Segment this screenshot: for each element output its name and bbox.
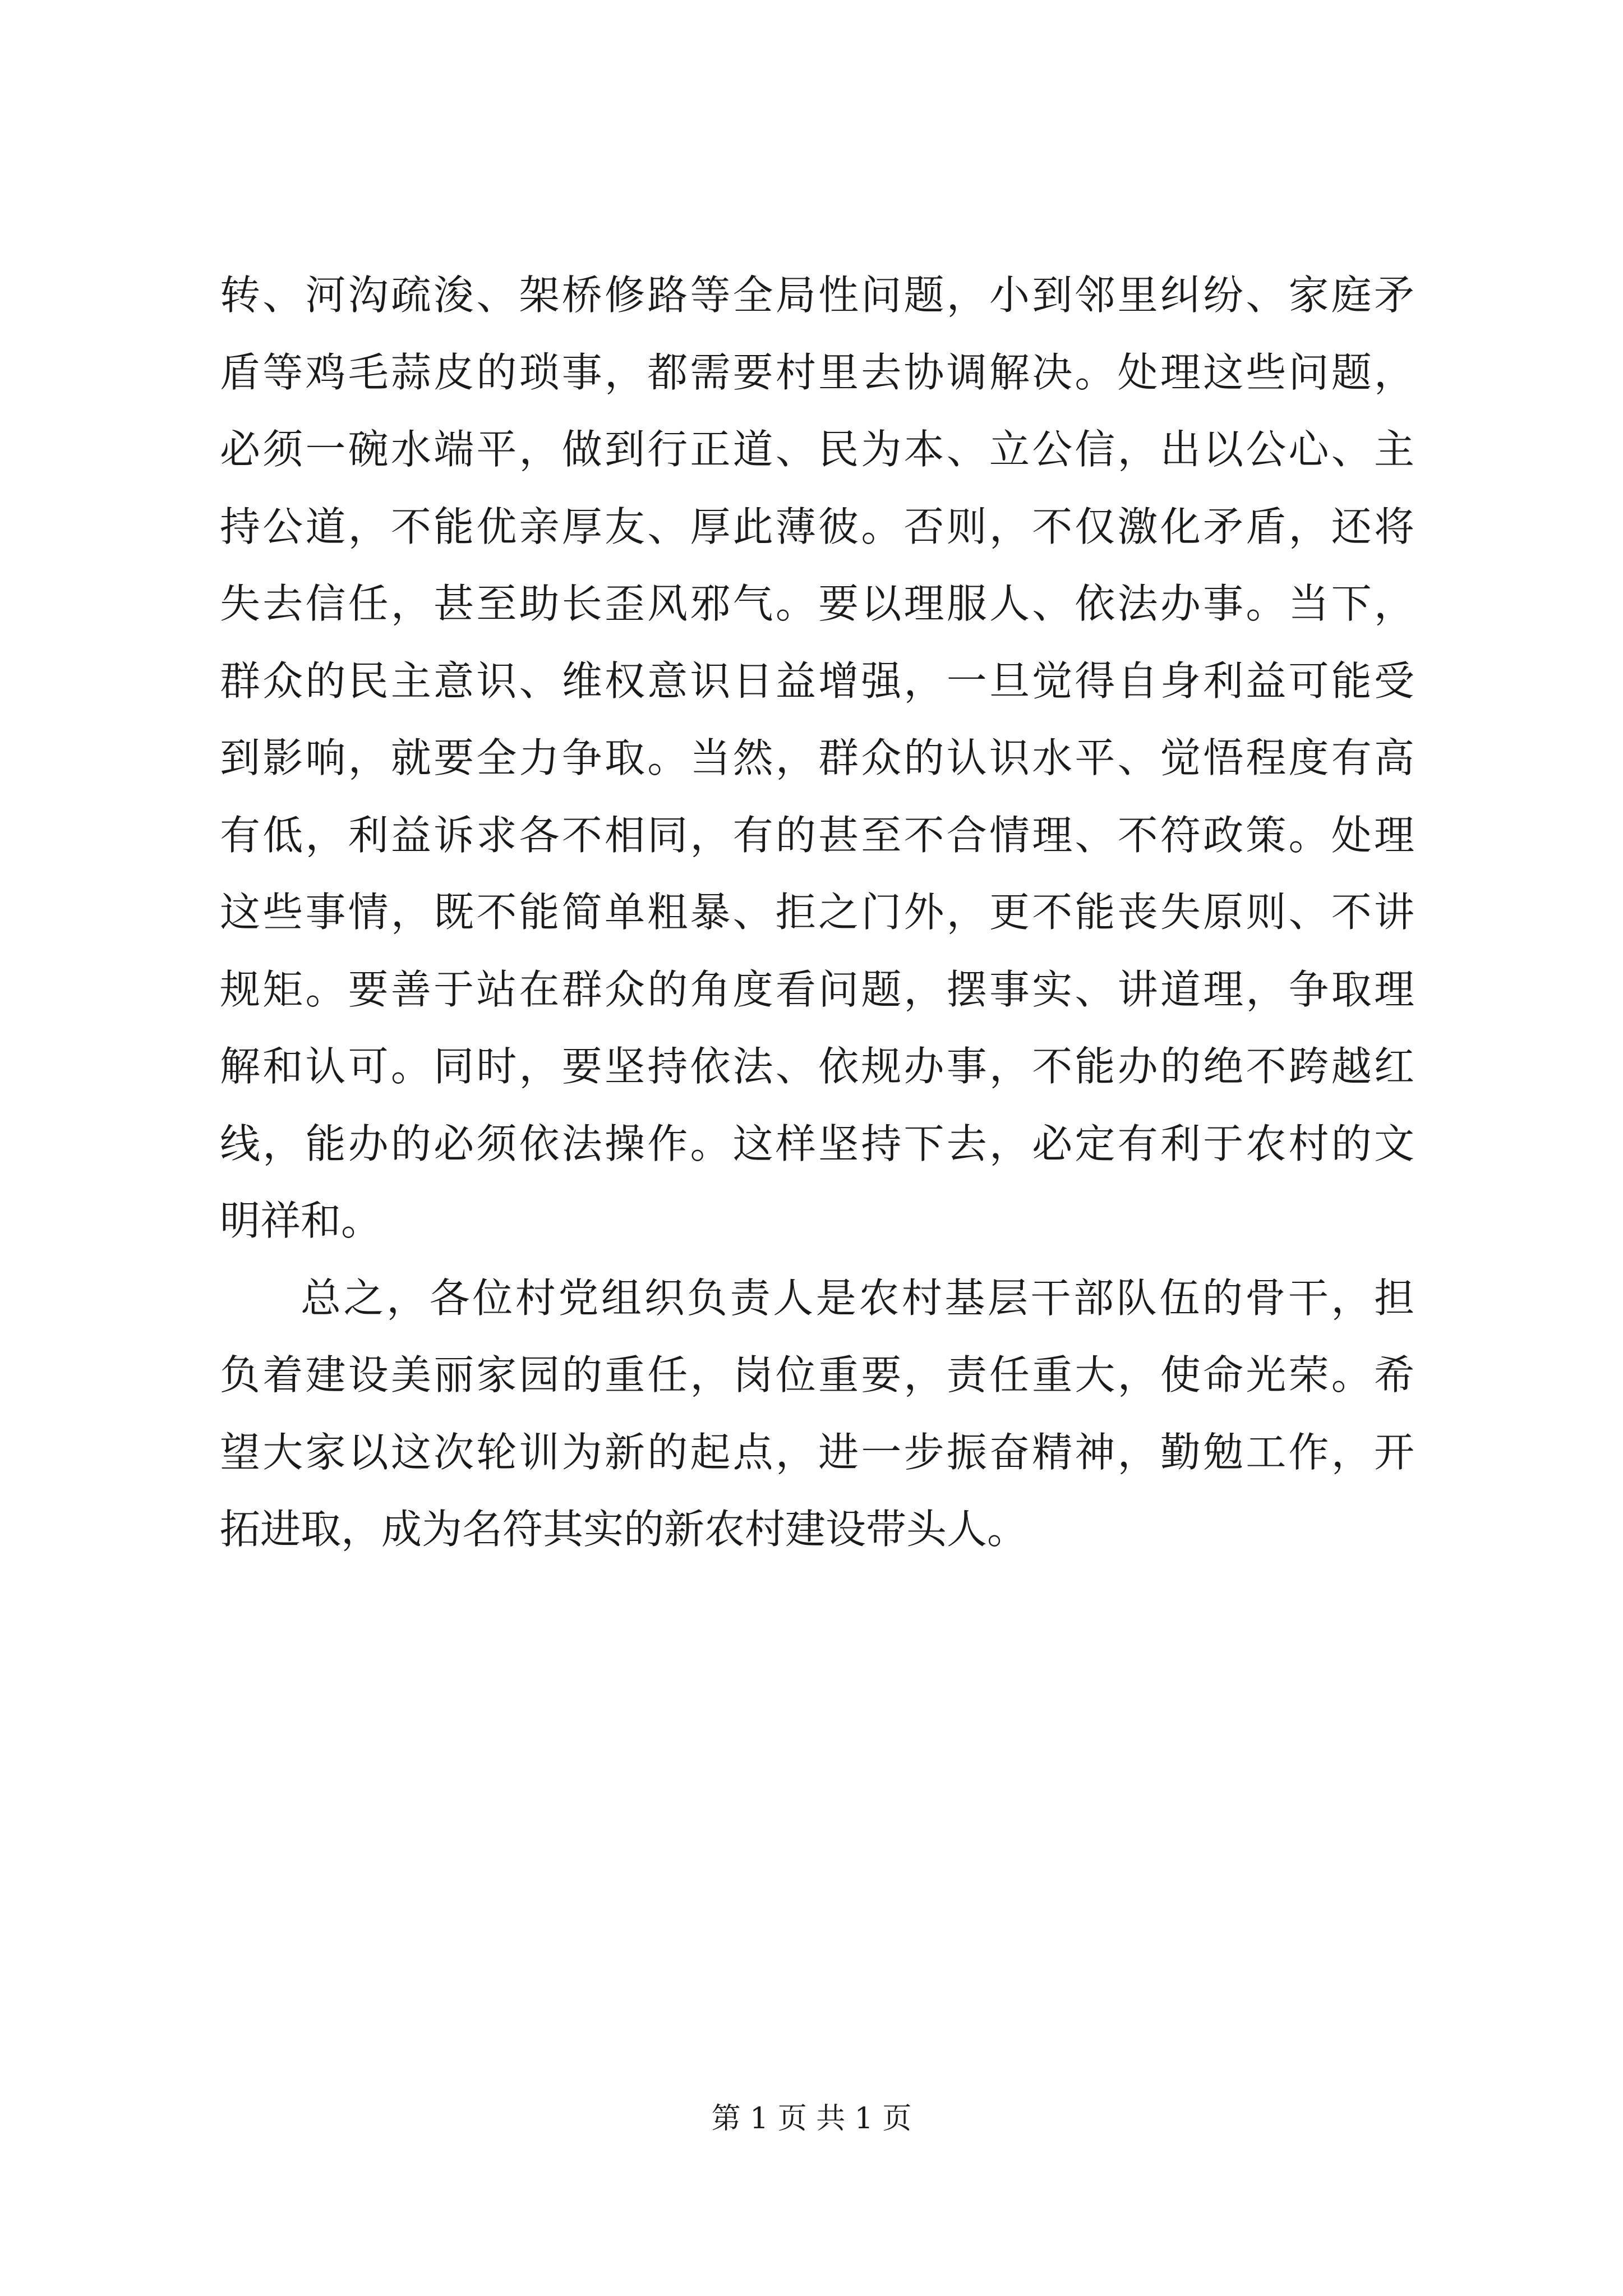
text-line: 总之，各位村党组织负责人是农村基层干部队伍的骨干，担 — [301, 1274, 1414, 1322]
text-line: 转、河沟疏浚、架桥修路等全局性问题，小到邻里纠纷、家庭矛 — [220, 272, 1414, 319]
text-line: 失去信任，甚至助长歪风邪气。要以理服人、依法办事。当下， — [220, 580, 1414, 627]
document-body — [220, 257, 1414, 1568]
text-line: 望大家以这次轮训为新的起点，进一步振奋精神，勤勉工作，开 — [220, 1428, 1414, 1476]
text-line: 明祥和。 — [220, 1197, 382, 1244]
text-line: 持公道，不能优亲厚友、厚此薄彼。否则，不仅激化矛盾，还将 — [220, 503, 1414, 550]
text-line: 盾等鸡毛蒜皮的琐事，都需要村里去协调解决。处理这些问题， — [220, 348, 1414, 396]
text-line: 必须一碗水端平，做到行正道、民为本、立公信，出以公心、主 — [220, 426, 1414, 473]
text-line: 这些事情，既不能简单粗暴、拒之门外，更不能丧失原则、不讲 — [220, 889, 1414, 936]
page-number-label: 第 1 页 共 1 页 — [711, 2102, 912, 2136]
text-line: 拓进取，成为名符其实的新农村建设带头人。 — [220, 1506, 1028, 1553]
text-line: 有低，利益诉求各不相同，有的甚至不合情理、不符政策。处理 — [220, 811, 1414, 859]
text-line: 到影响，就要全力争取。当然，群众的认识水平、觉悟程度有高 — [220, 734, 1414, 781]
text-line: 线，能办的必须依法操作。这样坚持下去，必定有利于农村的文 — [220, 1120, 1414, 1167]
text-line: 负着建设美丽家园的重任，岗位重要，责任重大，使命光荣。希 — [220, 1351, 1414, 1398]
paragraph-1 — [220, 257, 1414, 1260]
paragraph-2 — [220, 1260, 1414, 1568]
page-footer — [0, 2099, 1623, 2138]
text-line: 规矩。要善于站在群众的角度看问题，摆事实、讲道理，争取理 — [220, 965, 1414, 1013]
text-line: 解和认可。同时，要坚持依法、依规办事，不能办的绝不跨越红 — [220, 1043, 1414, 1090]
text-line: 群众的民主意识、维权意识日益增强，一旦觉得自身利益可能受 — [220, 657, 1414, 705]
